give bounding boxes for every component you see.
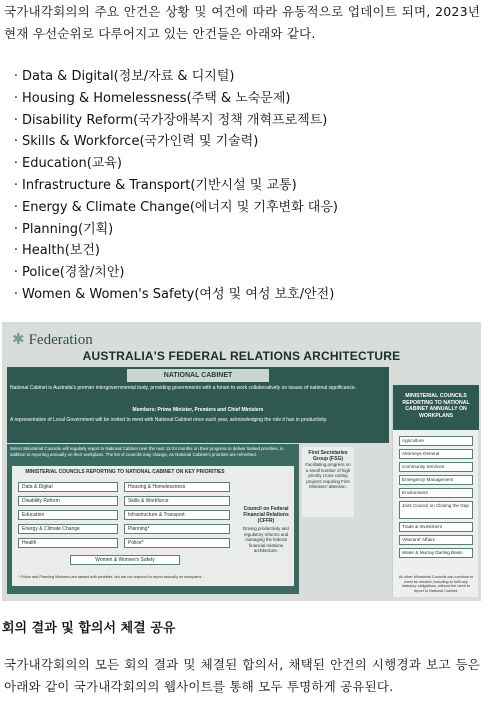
council-cell: Police* [124, 538, 230, 548]
agenda-item: · Infrastructure & Transport(기반시설 및 교통) [10, 175, 338, 197]
annual-council-item: Water & Murray Darling Basin [399, 548, 473, 558]
fsg-box [302, 447, 354, 517]
annual-council-item: Joint Council on Closing the Gap [399, 501, 473, 519]
council-cell: Housing & Homelessness [124, 482, 230, 492]
fsg-title: First Secretaries Group (FSG) [308, 450, 348, 462]
national-cabinet-box [7, 367, 389, 443]
national-cabinet-members: Members: Prime Minister, Premiers and Chief Ministers [132, 407, 264, 413]
council-cell: Infrastructure & Transport [124, 510, 230, 520]
federation-logo: ✱ Federation [12, 332, 93, 348]
agenda-item: · Planning(기획) [10, 219, 338, 241]
annual-councils-header: MINISTERIAL COUNCILS REPORTING TO NATIONAL CABINET ANNUALLY ON WORKPLANS [393, 385, 479, 430]
council-cell: Health [18, 538, 118, 548]
annual-council-item: Community Services [399, 462, 473, 472]
agenda-item: · Data & Digital(정보/자료 & 디지털) [10, 66, 338, 88]
agenda-item: · Education(교육) [10, 153, 338, 175]
annual-council-item: Agriculture [399, 436, 473, 446]
councils-section [7, 444, 299, 594]
councils-footnote: * Police and Planning Ministers are tasked with priorities, but are not required to report annually on workplans. [18, 575, 203, 579]
annual-council-item: Environment [399, 488, 473, 498]
closing-paragraph: 국가내각회의의 모든 회의 결과 및 체결된 합의서, 채택된 안건의 시행경과 보고 등은 아래와 같이 국가내각회의의 웹사이트를 통해 모두 투명하게 공유된다. [4, 657, 480, 694]
councils-intro: Select Ministerial Councils will regularly report to National Cabinet over the next 12-24 months on their progress to deliver tasked priorities, in addition to reporting annually on their workplans. The list of councils may change, as National Cabinet's priorities are refreshed. [10, 446, 284, 457]
figure-title: AUSTRALIA'S FEDERAL RELATIONS ARCHITECTURE [82, 349, 401, 363]
agenda-item: · Women & Women's Safety(여성 및 여성 보호/안전) [10, 284, 338, 306]
councils-panel [12, 466, 294, 586]
councils-title: MINISTERIAL COUNCILS REPORTING TO NATIONAL CABINET ON KEY PRIORITIES [25, 469, 225, 475]
council-cell-women: Women & Women's Safety [70, 555, 180, 565]
annual-council-item: Emergency Management [399, 475, 473, 485]
annual-council-item: Trade & Investment [399, 522, 473, 532]
national-cabinet-header: NATIONAL CABINET [127, 369, 269, 382]
annual-councils-footer: All other Ministerial Councils can continue to meet as needed, including to fulfil any statutory obligations, without the need to report to National Cabinet. [398, 575, 474, 593]
annual-councils-column [392, 385, 478, 597]
annual-council-item: Veterans' Affairs [399, 535, 473, 545]
council-cell: Energy & Climate Change [18, 524, 118, 534]
section-heading: 회의 결과 및 합의서 체결 공유 [2, 621, 176, 636]
council-cell: Data & Digital [18, 482, 118, 492]
agenda-item: · Housing & Homelessness(주택 & 노숙문제) [10, 88, 338, 110]
council-cell: Planning* [124, 524, 230, 534]
agenda-item: · Skills & Workforce(국가인력 및 기술력) [10, 131, 338, 153]
council-cell: Disability Reform [18, 496, 118, 506]
federation-star-icon: ✱ [12, 332, 25, 348]
cffr-title: Council on Federal Financial Relations (CFFR) [243, 506, 289, 524]
council-cell: Skills & Workforce [124, 496, 230, 506]
federal-architecture-figure [2, 322, 481, 601]
annual-council-item: Attorneys-General [399, 449, 473, 459]
intro-paragraph: 국가내각회의의 주요 안건은 상황 및 여건에 따라 유동적으로 업데이트 되며, 2023년 현재 우선순위로 다루어지고 있는 안건들은 아래와 같다. [4, 4, 480, 41]
national-cabinet-local-gov: A representative of Local Government will be invited to meet with National Cabinet once each year, acknowledging the role it has in productivity. [10, 417, 328, 423]
agenda-item: · Health(보건) [10, 240, 338, 262]
agenda-item: · Police(경찰/치안) [10, 262, 338, 284]
national-cabinet-description: National Cabinet is Australia's premier intergovernmental body, providing governments with a forum to work collaboratively on issues of national significance. [10, 385, 357, 391]
agenda-list [10, 66, 338, 306]
agenda-item: · Energy & Climate Change(에너지 및 기후변화 대응) [10, 197, 338, 219]
agenda-item: · Disability Reform(국가장애복지 정책 개혁프로젝트) [10, 110, 338, 132]
fsg-text: Facilitating progress on a small number of high priority cross-cutting projects requiring First Ministers' attention. [305, 462, 351, 489]
council-cell: Education [18, 510, 118, 520]
cffr-box [240, 506, 292, 578]
cffr-text: Driving productivity and regulatory reforms and managing the federal financial relations architecture. [243, 526, 289, 553]
